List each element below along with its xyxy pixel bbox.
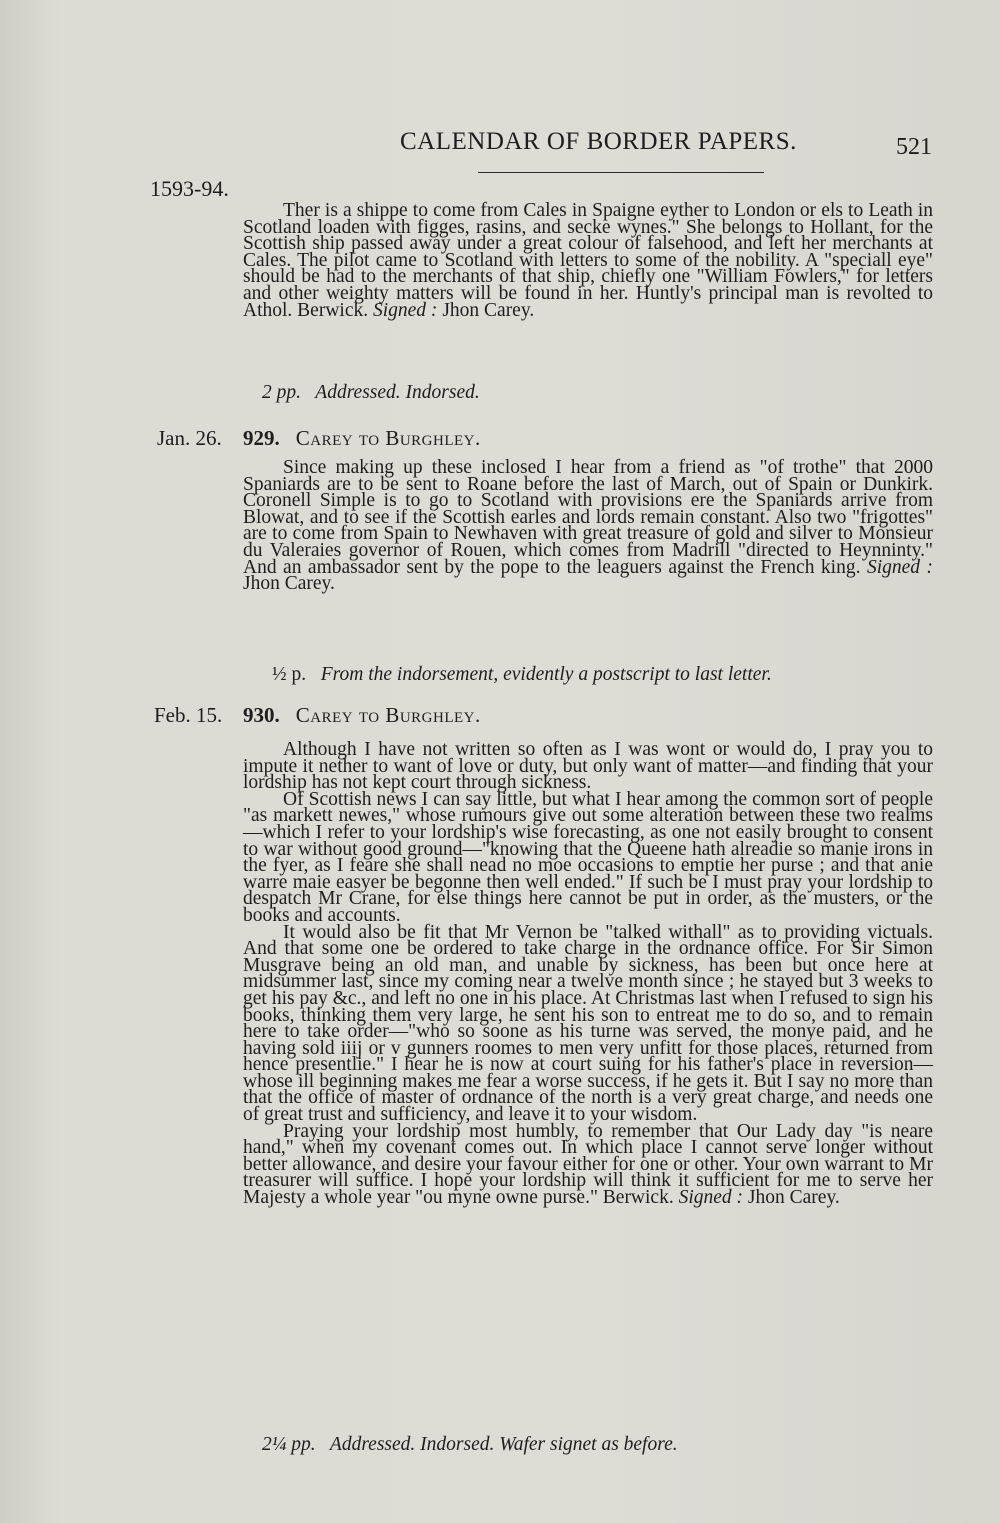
year-label: 1593-94. xyxy=(150,176,229,201)
entry-paragraph: Although I have not written so often as I was wont or would do, I pray you to impute it nether to want of love or duty, but only want of matter—and finding that your lordship has not kept court through sickness. xyxy=(243,739,933,794)
entry-heading xyxy=(243,703,481,728)
note-size: ½ p. xyxy=(272,664,307,685)
entry-note xyxy=(272,664,772,686)
entry-note xyxy=(262,1434,678,1456)
continuation-text xyxy=(243,200,933,321)
entry-paragraph: Of Scottish news I can say little, but what I hear among the common sort of people "as markett newes," whose rumours give out some alteration between these two realms—which I refer to your lordship's wise forecasting, as one not easily brought to consent to war without good ground—"knowing that the Queene hath alreadie so manie irons in the fyer, as I feare she shall nead no moe occasions to emptie her purse ; and that anie warre maie easyer be begonne then well ended." If such be I must pray your lordship to despatch Mr Crane, for else things here cannot be put in order, as the musters, or the books and accounts. xyxy=(243,788,933,926)
entry-text xyxy=(243,457,933,595)
header-rule xyxy=(478,172,764,173)
signed-name: Jhon Carey. xyxy=(747,1187,840,1209)
continuation-paragraph xyxy=(243,200,933,321)
paragraph-text: Ther is a shippe to come from Cales in Spaigne eyther to London or els to Leath in Scotland loaden with figges, rasins, and secke wynes." She belongs to Hollant, for the Scottish ship passed away under a great colour of falsehood, and left her merchants at Cales. The pilot came to Scotland with letters to some of the nobility. A "speciall eye" should be had to the merchants of that ship, chiefly one "William Fowlers," for letters and other weighty matters will be found in her. Huntly's principal man is revolted to Athol. Berwick. xyxy=(243,200,933,321)
entry-paragraph: It would also be fit that Mr Vernon be "talked withall" as to providing victuals. And that some one be ordered to take charge in the ordnance office. For Sir Simon Musgrave being an old man, and unable by sickness, has been but once here at midsummer last, since my coming near a twelve month since ; he stayed but 3 weeks to get his pay &c., and left no one in his place. At Christmas last when I refused to sign his books, thinking them very large, he sent his son to entreat me to do so, and to remain here to take order—"who so soone as his turne was served, the monye paid, and he having sold iiij or v gunners roomes to men very unfitt for those places, returned from hence presentlie." I hear he is now at court suing for his father's place in reversion—whose ill beginning makes me fear a worse success, if he gets it. But I say no more than that the office of master of ordnance of the north is a very great charge, and needs one of great trust and sufficiency, and leave it to your wisdom. xyxy=(243,921,933,1126)
note-text: Addressed. Indorsed. xyxy=(315,382,480,403)
note-size: 2 pp. xyxy=(262,382,301,403)
entry-paragraph xyxy=(243,457,933,595)
running-header-title: CALENDAR OF BORDER PAPERS. xyxy=(400,128,797,155)
signed-label: Signed : xyxy=(866,556,933,578)
page-number: 521 xyxy=(896,134,932,160)
signed-name: Jhon Carey. xyxy=(243,573,335,595)
entry-title: Carey to Burghley. xyxy=(295,703,481,727)
note-text: Addressed. Indorsed. Wafer signet as before. xyxy=(329,1434,678,1455)
entry-title: Carey to Burghley. xyxy=(295,426,481,450)
entry-number: 929. xyxy=(243,426,280,450)
continuation-note xyxy=(262,382,480,404)
signed-label: Signed : xyxy=(678,1187,744,1209)
entry-text xyxy=(243,739,933,1209)
entry-date: Jan. 26. xyxy=(157,426,222,450)
note-text: From the indorsement, evidently a postscript to last letter. xyxy=(320,664,772,685)
signed-label: Signed : xyxy=(372,299,438,321)
paragraph-text: Praying your lordship most humbly, to remember that Our Lady day "is neare hand," when my covenant comes out. In which place I cannot serve longer without better allowance, and desire your favour either for one or other. Your own warrant to Mr treasurer will suffice. I hope your lordship will think it sufficient for me to serve her Majesty a whole year "ou myne owne purse." Berwick. xyxy=(243,1120,933,1209)
note-size: 2¼ pp. xyxy=(262,1434,316,1455)
signed-name: Jhon Carey. xyxy=(442,299,535,321)
entry-number: 930. xyxy=(243,703,280,727)
entry-paragraph xyxy=(243,1120,933,1209)
entry-date: Feb. 15. xyxy=(154,703,223,727)
entry-heading xyxy=(243,426,481,451)
paragraph-text: Since making up these inclosed I hear from a friend as "of trothe" that 2000 Spaniards are to be sent to Roane before the last of March, out of Spain or Dunkirk. Coronell Simple is to go to Scotland with provisions ere the Spaniards arrive from Blowat, and to see if the Scottish earles and lords remain constant. Also two "frigottes" are to come from Spain to Newhaven with great treasure of gold and silver to Monsieur du Valeraies governor of Rouen, which comes from Madrill "directed to Heynninty." And an ambassador sent by the pope to the leaguers against the French king. xyxy=(243,457,933,578)
